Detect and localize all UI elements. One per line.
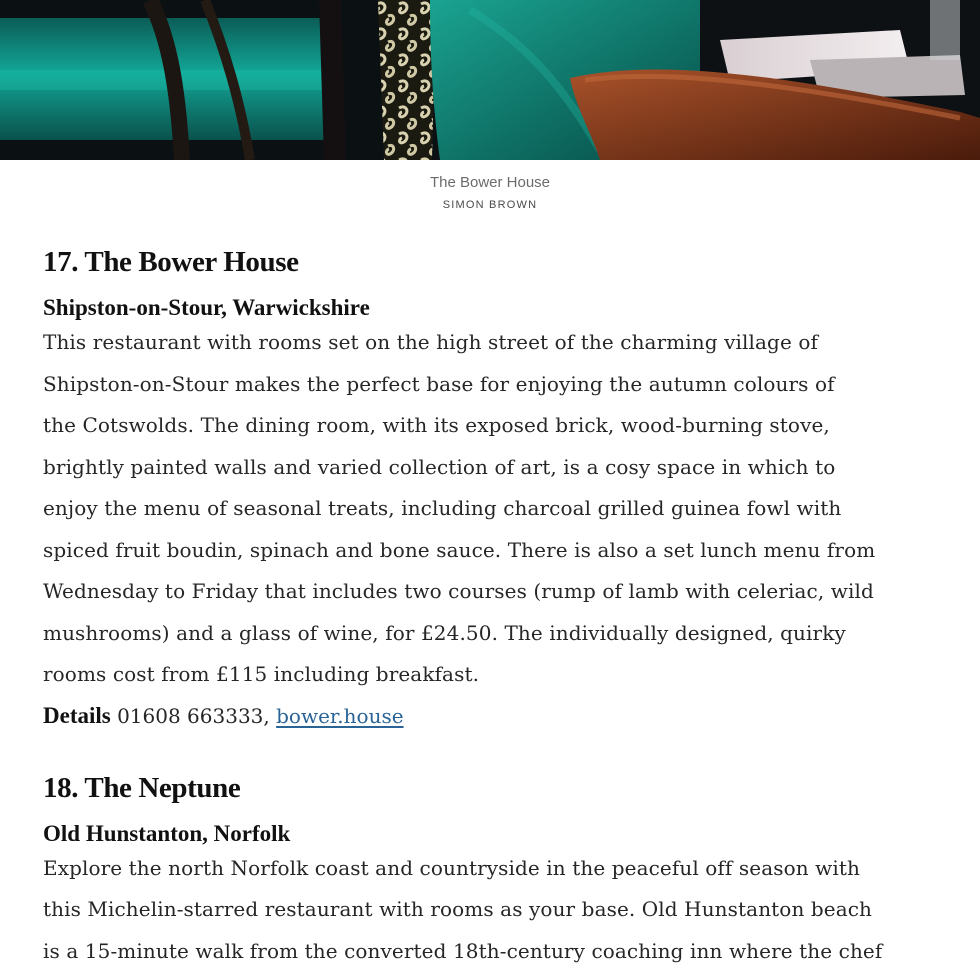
body-line: the Cotswolds. The dining room, with its exposed brick, wood-burning stove, [43, 413, 830, 437]
restaurant-interior-image [0, 0, 980, 160]
body-line: this Michelin-starred restaurant with rooms as your base. Old Hunstanton beach [43, 897, 873, 921]
entry-the-neptune [43, 766, 973, 973]
body-line: rooms cost from £115 including breakfast. [43, 662, 480, 686]
caption-title: The Bower House [429, 174, 551, 191]
body-line: brightly painted walls and varied collection of art, is a cosy space in which to [43, 454, 836, 479]
website-link[interactable]: bower.house [276, 703, 404, 728]
body-line: spiced fruit boudin, spinach and bone sauce. There is also a set lunch menu from [43, 537, 876, 562]
details-label: Details [43, 702, 111, 728]
body-line: Shipston-on-Stour makes the perfect base for enjoying the autumn colours of [43, 371, 835, 396]
entry-location: Old Hunstanton, Norfolk [43, 820, 291, 846]
hero-photo [0, 0, 980, 160]
body-line: is a 15-minute walk from the converted 18th-century coaching inn where the chef [43, 938, 883, 963]
body-line: mushrooms) and a glass of wine, for £24.50. The individually designed, quirky [43, 620, 846, 645]
entry-title: 17. The Bower House [43, 246, 299, 278]
body-line: Wednesday to Friday that includes two courses (rump of lamb with celeriac, wild [43, 579, 874, 603]
article-body [43, 240, 973, 980]
entry-description [43, 322, 963, 696]
entry-bower-house [43, 240, 973, 736]
details-phone: 01608 663333, [117, 703, 270, 728]
image-caption [0, 172, 980, 216]
entry-description [43, 848, 963, 973]
photo-credit: SIMON BROWN [442, 199, 538, 211]
body-line: Explore the north Norfolk coast and countryside in the peaceful off season with [43, 855, 860, 880]
body-line: This restaurant with rooms set on the high street of the charming village of [43, 330, 818, 354]
entry-location: Shipston-on-Stour, Warwickshire [43, 295, 370, 320]
entry-details [43, 696, 973, 736]
body-line: enjoy the menu of seasonal treats, including charcoal grilled guinea fowl with [43, 496, 842, 520]
entry-title: 18. The Neptune [43, 771, 241, 804]
